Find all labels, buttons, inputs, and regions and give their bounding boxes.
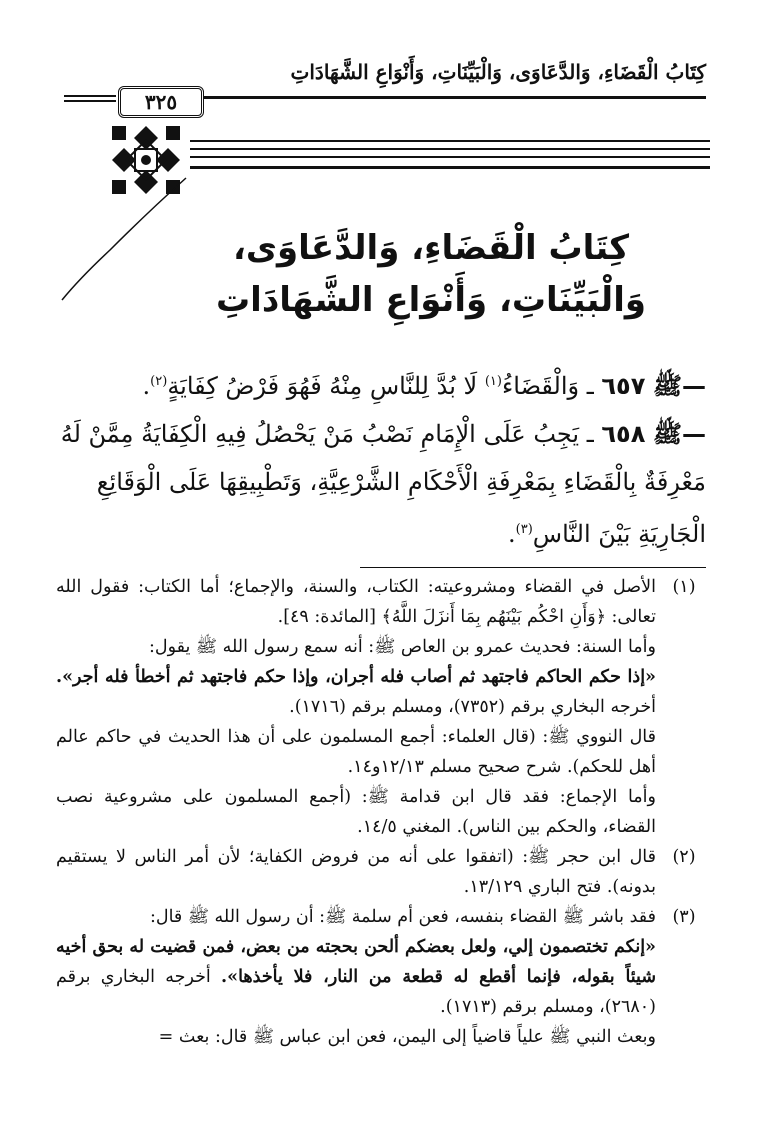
running-title: كِتَابُ الْقَضَاءِ، وَالدَّعَاوَى، وَالْبَيِّنَاتِ، وَأَنْوَاعِ الشَّهَادَاتِ — [290, 60, 706, 84]
chapter-title-line: كِتَابُ الْقَضَاءِ، وَالدَّعَاوَى، — [232, 228, 630, 268]
ruling-text: لَا بُدَّ لِلنَّاسِ مِنْهُ فَهُوَ فَرْضُ كِفَايَةٍ — [167, 372, 485, 400]
footnote-text: وأما الإجماع: فقد قال ابن قدامة ﷺ: (أجمع المسلمون على مشروعية نصب القضاء، والحكم بين الناس). المغني ١٤/٥. — [56, 787, 656, 837]
page-number: ٣٢٥ — [118, 86, 204, 118]
ruling-657 — [60, 358, 706, 410]
footnote-number: (٣) — [672, 907, 696, 927]
ruling-end: . — [508, 520, 516, 548]
footnote-text — [56, 932, 656, 1022]
ruling-marker: —ﷺ — [653, 372, 706, 400]
footnote-ref: (٣) — [515, 522, 533, 537]
footnote-number: (٢) — [672, 847, 696, 867]
hadith-text: «إذا حكم الحاكم فاجتهد ثم أصاب فله أجران، وإذا حكم فاجتهد ثم أخطأ فله أجر». — [56, 667, 656, 687]
ruling-text: ـ وَالْقَضَاءُ — [501, 372, 594, 400]
footnote-text — [56, 662, 656, 722]
ruling-text: ـ يَجِبُ عَلَى الْإِمَامِ نَصْبُ مَنْ يَحْصُلُ فِيهِ الْكِفَايَةُ مِمَّنْ لَهُ مَعْرِفَةٌ بِالْقَضَاءِ بِمَعْرِفَةِ الْأَحْكَامِ الشَّرْعِيَّةِ، وَتَطْبِيقِهَا عَلَى الْوَقَائِعِ الْجَارِيَةِ بَيْنَ النَّاسِ — [60, 420, 706, 548]
footnote-ref: (١) — [484, 374, 502, 389]
footnotes — [56, 572, 706, 1052]
footnote-1 — [56, 572, 706, 842]
ruling-number: ٦٥٧ — [601, 372, 646, 400]
chapter-title-line: وَالْبَيِّنَاتِ، وَأَنْوَاعِ الشَّهَادَاتِ — [216, 280, 646, 320]
footnote-text: الأصل في القضاء ومشروعيته: الكتاب، والسنة، والإجماع؛ أما الكتاب: فقول الله تعالى: ﴿وَأَنِ احْكُم بَيْنَهُم بِمَا أَنزَلَ اللَّهُ﴾ [المائدة: ٤٩]. — [56, 577, 656, 627]
ruling-number: ٦٥٨ — [601, 420, 646, 448]
footnote-text: وبعث النبي ﷺ علياً قاضياً إلى اليمن، فعن ابن عباس ﷺ قال: بعث = — [158, 1027, 656, 1047]
footnote-divider — [360, 567, 706, 568]
ruling-marker: —ﷺ — [653, 420, 706, 448]
hadith-text: «إنكم تختصمون إلي، ولعل بعضكم ألحن بحجته من بعض، فمن قضيت له بحق أخيه شيئاً بقوله، فإنما أقطع له قطعة من النار، فلا يأخذها». — [56, 937, 657, 987]
ruling-end: . — [142, 372, 151, 400]
footnote-2 — [56, 842, 706, 902]
ruling-658 — [60, 410, 706, 558]
chapter-title — [160, 222, 702, 326]
footnote-text: فقد باشر ﷺ القضاء بنفسه، فعن أم سلمة ﷺ: أن رسول الله ﷺ قال: — [149, 907, 656, 927]
footnote-3 — [56, 902, 706, 1052]
footnote-text: قال ابن حجر ﷺ: (اتفقوا على أنه من فروض الكفاية؛ لأن أمر الناس لا يستقيم بدونه). فتح الباري ١٣/١٢٩. — [56, 847, 656, 897]
citation: أخرجه البخاري برقم (٢٦٨٠)، ومسلم برقم (١٧١٣). — [56, 967, 656, 1017]
footnote-text: قال النووي ﷺ: (قال العلماء: أجمع المسلمون على أن هذا الحديث في حاكم عالم أهل للحكم). شرح صحيح مسلم ١٢/١٣و١٤. — [56, 727, 656, 777]
footnote-number: (١) — [672, 577, 696, 597]
footnote-text: وأما السنة: فحديث عمرو بن العاص ﷺ: أنه سمع رسول الله ﷺ يقول: — [148, 637, 656, 657]
footnote-ref: (٢) — [150, 374, 168, 389]
citation: أخرجه البخاري برقم (٧٣٥٢)، ومسلم برقم (١٧١٦). — [289, 697, 656, 717]
